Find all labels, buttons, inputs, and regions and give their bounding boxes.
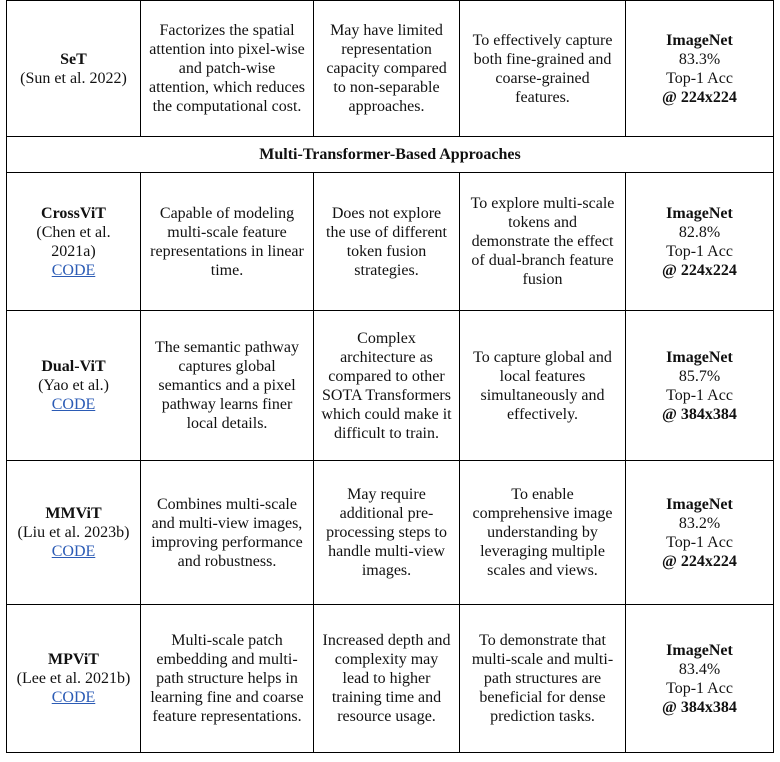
model-cell (7, 1, 141, 137)
model-name: Dual-ViT (41, 358, 106, 375)
model-name: MPViT (48, 651, 99, 668)
objective-cell: To capture global and local features simultaneously and effectively. (460, 311, 626, 461)
code-link[interactable]: CODE (51, 396, 96, 413)
description-cell: Combines multi-scale and multi-view images, improving performance and robustness. (141, 461, 314, 605)
description-cell: The semantic pathway captures global semantics and a pixel pathway learns finer local details. (141, 311, 314, 461)
section-header: Multi-Transformer-Based Approaches (7, 137, 774, 173)
table-row (7, 173, 774, 311)
objective-cell: To demonstrate that multi-scale and multi-path structures are beneficial for dense prediction tasks. (460, 605, 626, 753)
code-link[interactable]: CODE (51, 689, 96, 706)
score-value: 85.7% (678, 367, 721, 385)
score-value: 83.3% (678, 50, 721, 68)
metric-label: Top-1 Acc (666, 242, 733, 260)
resolution-label: @ 224x224 (662, 261, 737, 279)
score-value: 83.2% (678, 514, 721, 532)
result-cell (626, 1, 774, 137)
model-cell (7, 461, 141, 605)
table-row (7, 605, 774, 753)
objective-cell: To explore multi-scale tokens and demonstrate the effect of dual-branch feature fusion (460, 173, 626, 311)
code-link[interactable]: CODE (51, 543, 96, 560)
model-cell (7, 605, 141, 753)
model-citation: (Lee et al. 2021b) (16, 670, 131, 687)
table-row (7, 1, 774, 137)
dataset-label: ImageNet (666, 204, 733, 222)
result-cell (626, 605, 774, 753)
metric-label: Top-1 Acc (666, 679, 733, 697)
result-cell (626, 173, 774, 311)
metric-label: Top-1 Acc (666, 69, 733, 87)
table-row (7, 311, 774, 461)
objective-cell: To effectively capture both fine-grained and coarse-grained features. (460, 1, 626, 137)
description-cell: Multi-scale patch embedding and multi-path structure helps in learning fine and coarse feature representations. (141, 605, 314, 753)
objective-cell: To enable comprehensive image understanding by leveraging multiple scales and views. (460, 461, 626, 605)
model-cell (7, 311, 141, 461)
dataset-label: ImageNet (666, 641, 733, 659)
comparison-table (6, 0, 774, 753)
model-name: SeT (60, 50, 87, 68)
resolution-label: @ 384x384 (662, 405, 737, 423)
limitation-cell: Does not explore the use of different token fusion strategies. (314, 173, 460, 311)
model-cell (7, 173, 141, 311)
model-citation: (Chen et al. 2021a) (36, 223, 111, 260)
limitation-cell: Complex architecture as compared to other SOTA Transformers which could make it difficult to train. (314, 311, 460, 461)
model-citation: (Liu et al. 2023b) (17, 524, 130, 541)
result-cell (626, 311, 774, 461)
model-name: CrossViT (41, 204, 106, 222)
limitation-cell: May require additional pre-processing steps to handle multi-view images. (314, 461, 460, 605)
result-cell (626, 461, 774, 605)
dataset-label: ImageNet (666, 495, 733, 513)
resolution-label: @ 224x224 (662, 88, 737, 106)
limitation-cell: Increased depth and complexity may lead to higher training time and resource usage. (314, 605, 460, 753)
metric-label: Top-1 Acc (666, 533, 733, 551)
description-cell: Capable of modeling multi-scale feature representations in linear time. (141, 173, 314, 311)
resolution-label: @ 224x224 (662, 552, 737, 570)
score-value: 83.4% (678, 660, 721, 678)
section-header-row (7, 137, 774, 173)
score-value: 82.8% (678, 223, 721, 241)
model-citation: (Sun et al. 2022) (20, 69, 127, 87)
limitation-cell: May have limited representation capacity compared to non-separable approaches. (314, 1, 460, 137)
model-name: MMViT (45, 505, 102, 522)
resolution-label: @ 384x384 (662, 698, 737, 716)
table-row (7, 461, 774, 605)
code-link[interactable]: CODE (51, 261, 96, 279)
dataset-label: ImageNet (666, 31, 733, 49)
model-citation: (Yao et al.) (38, 377, 109, 394)
description-cell: Factorizes the spatial attention into pixel-wise and patch-wise attention, which reduces the computational cost. (141, 1, 314, 137)
dataset-label: ImageNet (666, 348, 733, 366)
metric-label: Top-1 Acc (666, 386, 733, 404)
